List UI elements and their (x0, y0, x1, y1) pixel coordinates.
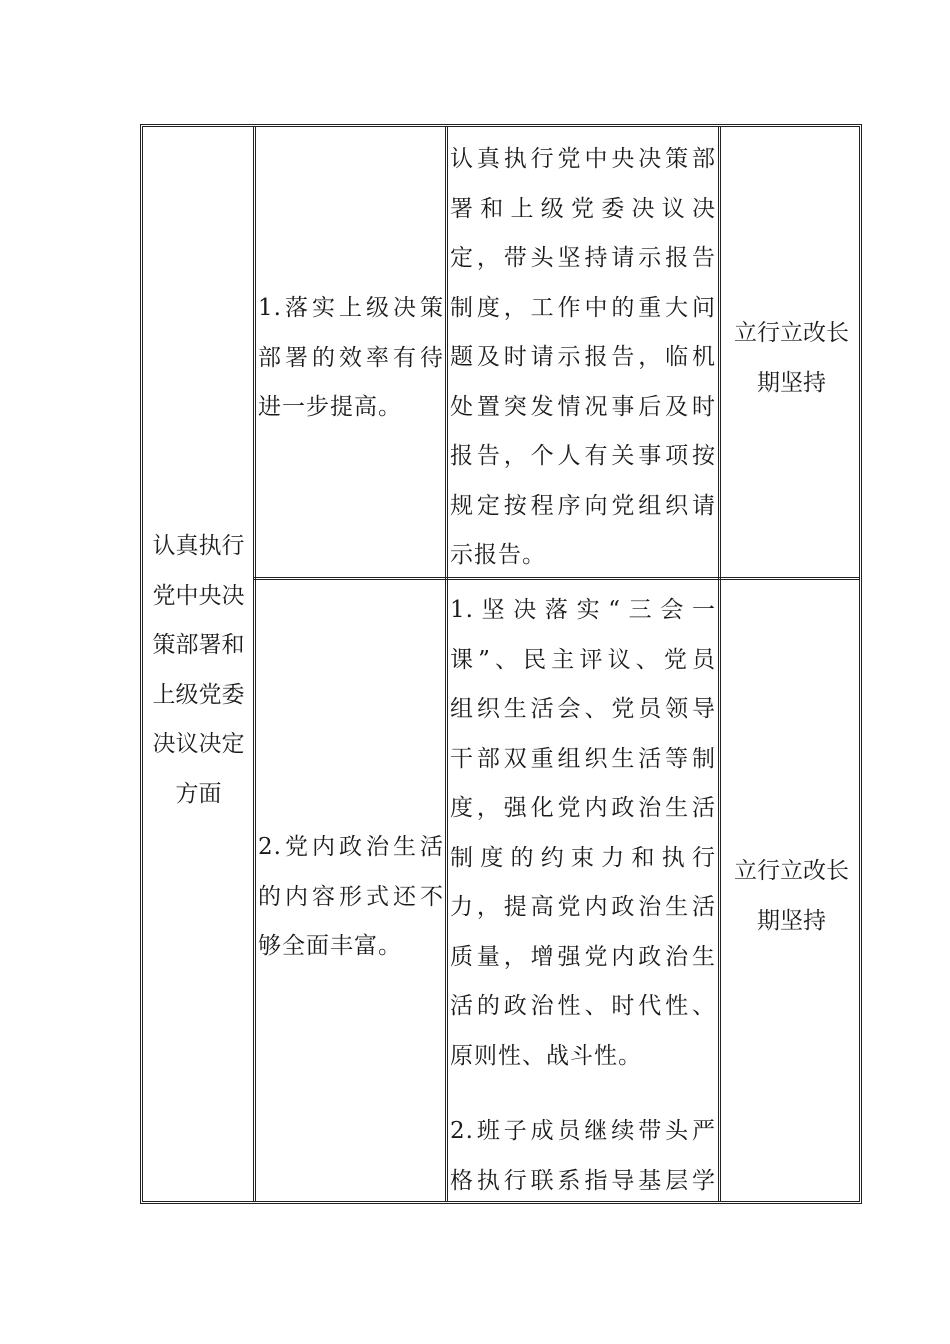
measure-line: 活的政治性、时代性、 (450, 993, 716, 1019)
measure-line: 题及时请示报告，临机 (450, 344, 716, 370)
measure-line: 课”、民主评议、党员 (450, 646, 716, 673)
measure-line: 度，强化党内政治生活 (450, 795, 716, 821)
measure-line: 1.坚决落实“三会一 (450, 597, 716, 623)
measure-line: 报告，个人有关事项按 (450, 443, 716, 469)
measure-line: 原则性、战斗性。 (450, 1042, 642, 1069)
category-line: 上级党委 (152, 681, 245, 708)
work-plan-table (140, 124, 862, 1204)
measure-cell (450, 586, 716, 1081)
measure-line: 质量，增强党内政治生 (450, 943, 716, 970)
measure-line: 署和上级党委决议决 (450, 195, 716, 222)
measure-line: 组织生活会、党员领导 (450, 696, 716, 722)
measure-line: 力，提高党内政治生活 (450, 894, 716, 920)
problem-line: 进一步提高。 (258, 394, 402, 420)
measure-line: 认真执行党中央决策部 (450, 146, 716, 172)
deadline-line: 立行立改长 (734, 858, 849, 884)
category-line: 决议决定 (152, 731, 245, 757)
category-line: 党中央决 (152, 582, 245, 609)
deadline-cell (721, 847, 862, 946)
deadline-line: 期坚持 (757, 369, 826, 396)
problem-cell (258, 284, 444, 433)
measure-line: 规定按程序向党组织请 (450, 492, 716, 519)
measure-cell-continued (450, 1107, 716, 1206)
measure-line: 格执行联系指导基层学 (450, 1167, 716, 1194)
measure-line: 制度，工作中的重大问 (450, 294, 716, 321)
category-cell (143, 522, 254, 819)
problem-line: 1.落实上级决策 (258, 295, 444, 321)
category-line: 策部署和 (152, 632, 245, 658)
problem-line: 够全面丰富。 (258, 933, 402, 959)
column-divider (718, 127, 721, 1201)
measure-line: 示报告。 (450, 542, 546, 568)
problem-line: 部署的效率有待 (258, 344, 444, 371)
category-line: 认真执行 (152, 533, 245, 559)
measure-line: 处置突发情况事后及时 (450, 393, 716, 420)
deadline-line: 期坚持 (757, 907, 826, 934)
measure-line: 定，带头坚持请示报告 (450, 245, 716, 271)
problem-line: 的内容形式还不 (258, 883, 444, 910)
column-divider (445, 127, 448, 1201)
deadline-line: 立行立改长 (734, 320, 849, 346)
measure-cell (450, 135, 716, 581)
category-line: 方面 (175, 780, 222, 807)
measure-line: 2.班子成员继续带头严 (450, 1118, 716, 1144)
measure-line: 制度的约束力和执行 (450, 844, 716, 871)
problem-line: 2.党内政治生活 (258, 834, 444, 860)
problem-cell (258, 823, 444, 972)
measure-line: 干部双重组织生活等制 (450, 745, 716, 772)
deadline-cell (721, 309, 862, 408)
